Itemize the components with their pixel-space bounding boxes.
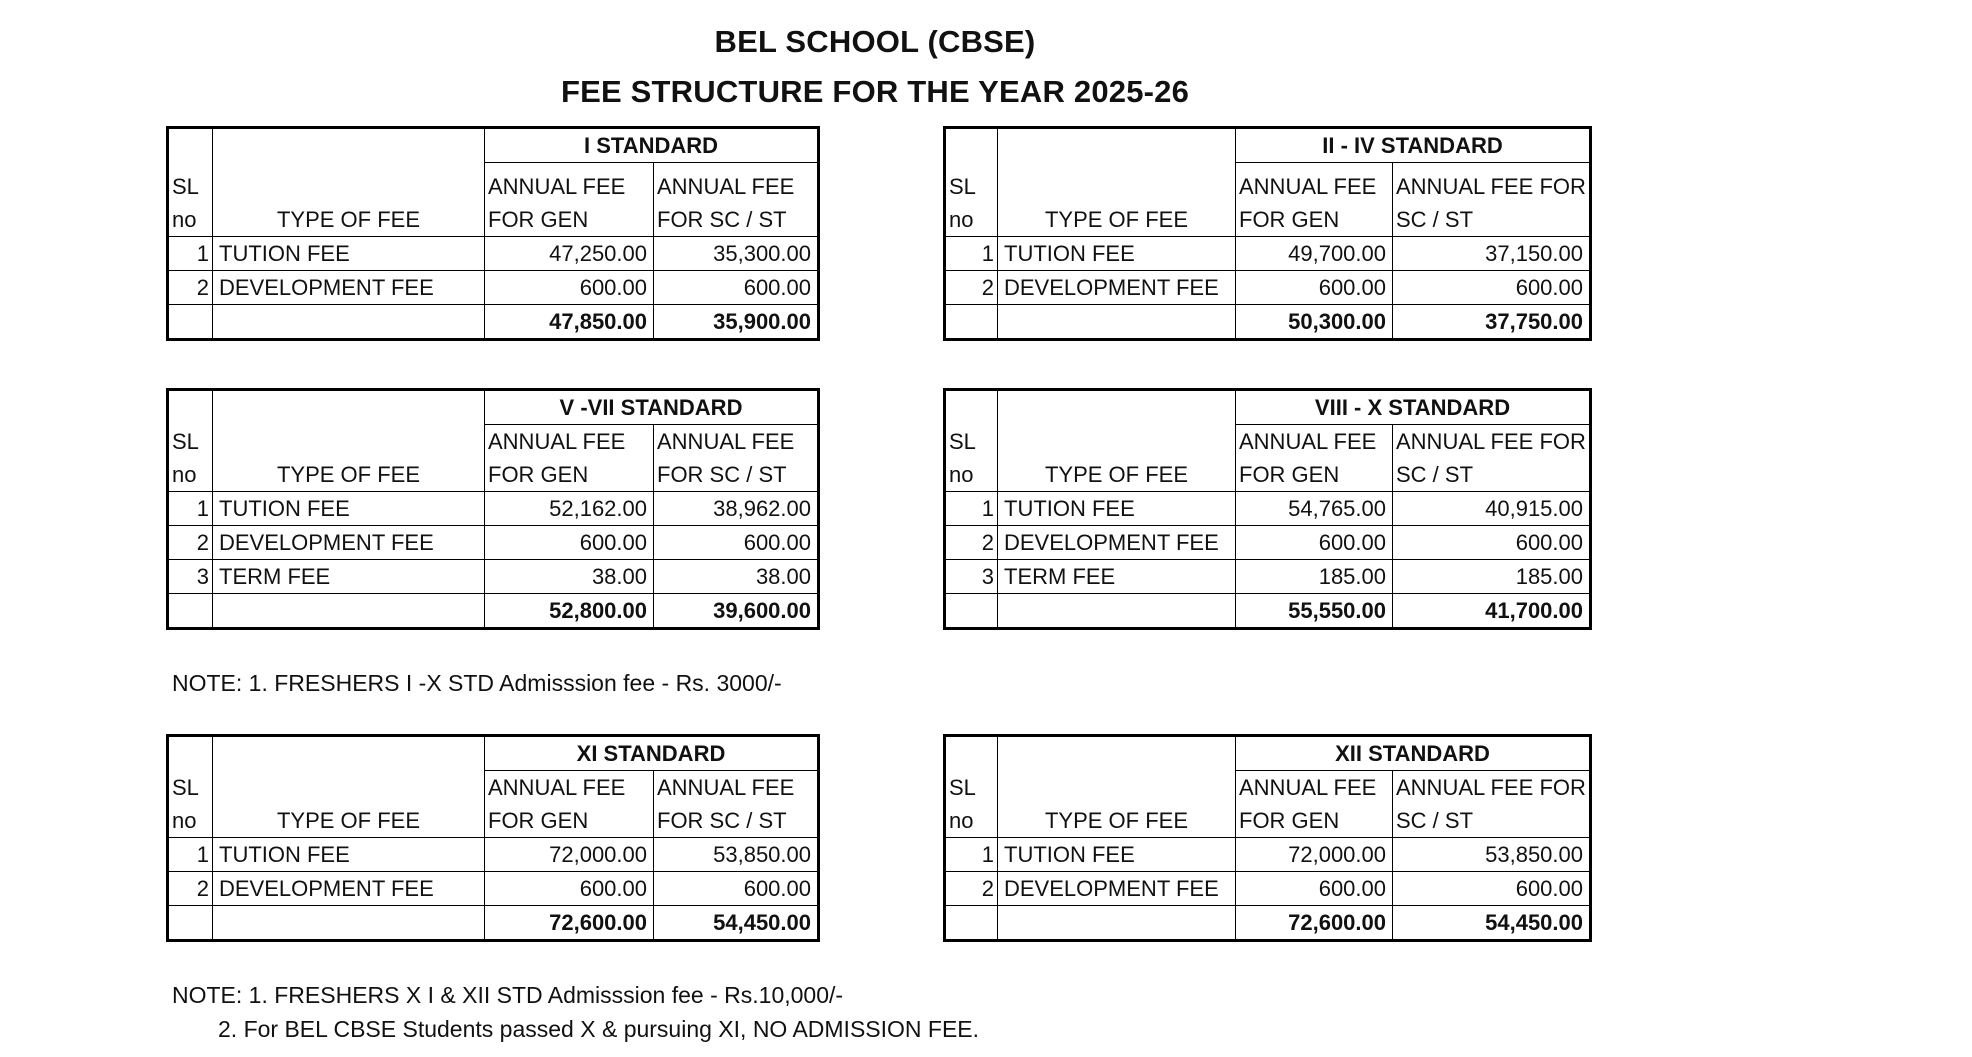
type-of-fee-header: TYPE OF FEE xyxy=(213,736,485,838)
sl-header-cell xyxy=(945,128,998,237)
type-of-fee-header: TYPE OF FEE xyxy=(998,736,1236,838)
annual-fee-gen-header-line2: FOR GEN xyxy=(1236,804,1393,838)
total-sc-st-value: 41,700.00 xyxy=(1393,594,1591,629)
type-of-fee-header: TYPE OF FEE xyxy=(213,390,485,492)
table-row xyxy=(168,838,819,872)
annual-fee-gen-header-line1: ANNUAL FEE xyxy=(1236,771,1393,805)
table-row xyxy=(945,838,1591,872)
fee-sc-st-value: 53,850.00 xyxy=(654,838,819,872)
sl-number: 3 xyxy=(168,560,213,594)
fee-type: DEVELOPMENT FEE xyxy=(998,271,1236,305)
table-row xyxy=(945,872,1591,906)
annual-fee-gen-header-line2: FOR GEN xyxy=(485,458,654,492)
annual-fee-sc-st-header-line2: FOR SC / ST xyxy=(654,804,819,838)
standard-title-row xyxy=(168,128,819,163)
fee-gen-value: 600.00 xyxy=(1236,271,1393,305)
annual-fee-sc-st-header-line1: ANNUAL FEE FOR xyxy=(1393,163,1591,204)
table-row xyxy=(945,271,1591,305)
table-row xyxy=(945,492,1591,526)
sl-label: SL xyxy=(949,174,976,199)
fee-gen-value: 47,250.00 xyxy=(485,237,654,271)
annual-fee-sc-st-header-line2: FOR SC / ST xyxy=(654,203,819,237)
annual-fee-sc-st-header-line1: ANNUAL FEE xyxy=(654,425,819,459)
total-gen-value: 72,600.00 xyxy=(1236,906,1393,941)
fee-type: TUTION FEE xyxy=(998,838,1236,872)
standard-title: I STANDARD xyxy=(485,128,819,163)
total-gen-value: 72,600.00 xyxy=(485,906,654,941)
annual-fee-gen-header-line1: ANNUAL FEE xyxy=(485,425,654,459)
fee-sc-st-value: 35,300.00 xyxy=(654,237,819,271)
no-label: no xyxy=(949,207,974,232)
sl-label: SL xyxy=(172,429,199,454)
total-sl-blank xyxy=(168,305,213,340)
sl-number: 1 xyxy=(168,237,213,271)
annual-fee-sc-st-header-line2: SC / ST xyxy=(1393,203,1591,237)
fee-sc-st-value: 600.00 xyxy=(1393,526,1591,560)
standard-title: XII STANDARD xyxy=(1236,736,1591,771)
sl-number: 1 xyxy=(945,492,998,526)
total-sl-blank xyxy=(945,594,998,629)
fee-gen-value: 49,700.00 xyxy=(1236,237,1393,271)
table-row xyxy=(168,492,819,526)
standard-title: VIII - X STANDARD xyxy=(1236,390,1591,425)
standard-title-row xyxy=(168,390,819,425)
no-label: no xyxy=(172,808,197,833)
total-sc-st-value: 37,750.00 xyxy=(1393,305,1591,340)
fee-sc-st-value: 38.00 xyxy=(654,560,819,594)
no-label: no xyxy=(949,808,974,833)
fee-type: TERM FEE xyxy=(213,560,485,594)
fee-gen-value: 600.00 xyxy=(485,526,654,560)
sl-number: 2 xyxy=(945,271,998,305)
sl-number: 1 xyxy=(168,492,213,526)
total-type-blank xyxy=(213,305,485,340)
fee-gen-value: 600.00 xyxy=(485,271,654,305)
sl-number: 2 xyxy=(168,872,213,906)
annual-fee-sc-st-header-line1: ANNUAL FEE FOR xyxy=(1393,425,1591,459)
fee-gen-value: 38.00 xyxy=(485,560,654,594)
total-sc-st-value: 39,600.00 xyxy=(654,594,819,629)
annual-fee-gen-header-line1: ANNUAL FEE xyxy=(1236,425,1393,459)
annual-fee-sc-st-header-line2: SC / ST xyxy=(1393,804,1591,838)
no-label: no xyxy=(172,207,197,232)
annual-fee-gen-header-line1: ANNUAL FEE xyxy=(485,771,654,805)
sl-label: SL xyxy=(172,174,199,199)
fee-sc-st-value: 600.00 xyxy=(654,872,819,906)
fee-sc-st-value: 38,962.00 xyxy=(654,492,819,526)
fee-sc-st-value: 37,150.00 xyxy=(1393,237,1591,271)
fee-type: DEVELOPMENT FEE xyxy=(213,526,485,560)
fee-gen-value: 72,000.00 xyxy=(1236,838,1393,872)
table-row xyxy=(945,237,1591,271)
fee-type: TUTION FEE xyxy=(213,838,485,872)
sl-number: 2 xyxy=(168,271,213,305)
annual-fee-gen-header-line2: FOR GEN xyxy=(485,203,654,237)
standard-title-row xyxy=(945,390,1591,425)
fee-sc-st-value: 600.00 xyxy=(654,526,819,560)
table-row xyxy=(168,237,819,271)
fee-type: TUTION FEE xyxy=(213,492,485,526)
fee-sc-st-value: 600.00 xyxy=(1393,271,1591,305)
type-of-fee-header: TYPE OF FEE xyxy=(213,128,485,237)
total-gen-value: 47,850.00 xyxy=(485,305,654,340)
no-label: no xyxy=(949,462,974,487)
fee-type: TUTION FEE xyxy=(213,237,485,271)
table-row xyxy=(168,526,819,560)
sl-label: SL xyxy=(949,775,976,800)
fee-gen-value: 185.00 xyxy=(1236,560,1393,594)
fee-gen-value: 600.00 xyxy=(1236,526,1393,560)
fee-type: TUTION FEE xyxy=(998,237,1236,271)
sl-header-cell xyxy=(945,736,998,838)
note-admission-xi-xii: NOTE: 1. FRESHERS X I & XII STD Admisssion fee - Rs.10,000/- xyxy=(172,982,844,1008)
standard-title: V -VII STANDARD xyxy=(485,390,819,425)
standard-title: II - IV STANDARD xyxy=(1236,128,1591,163)
annual-fee-gen-header-line2: FOR GEN xyxy=(1236,203,1393,237)
total-sl-blank xyxy=(168,594,213,629)
table-row xyxy=(945,560,1591,594)
fee-gen-value: 72,000.00 xyxy=(485,838,654,872)
fee-sc-st-value: 600.00 xyxy=(1393,872,1591,906)
table-row xyxy=(168,872,819,906)
fee-type: DEVELOPMENT FEE xyxy=(213,271,485,305)
fee-gen-value: 600.00 xyxy=(485,872,654,906)
fee-table-std5-7 xyxy=(166,388,820,630)
fee-table-std11 xyxy=(166,734,820,942)
fee-type: TERM FEE xyxy=(998,560,1236,594)
fee-gen-value: 600.00 xyxy=(1236,872,1393,906)
sl-number: 1 xyxy=(168,838,213,872)
sl-number: 2 xyxy=(168,526,213,560)
sl-label: SL xyxy=(949,429,976,454)
total-row xyxy=(945,594,1591,629)
fee-type: DEVELOPMENT FEE xyxy=(213,872,485,906)
sl-number: 1 xyxy=(945,237,998,271)
total-row xyxy=(168,594,819,629)
table-row xyxy=(945,526,1591,560)
fee-gen-value: 52,162.00 xyxy=(485,492,654,526)
total-sl-blank xyxy=(945,906,998,941)
total-row xyxy=(945,906,1591,941)
fee-structure-subtitle: FEE STRUCTURE FOR THE YEAR 2025-26 xyxy=(560,74,1190,109)
fee-sc-st-value: 185.00 xyxy=(1393,560,1591,594)
total-gen-value: 55,550.00 xyxy=(1236,594,1393,629)
total-sc-st-value: 35,900.00 xyxy=(654,305,819,340)
table-row xyxy=(168,271,819,305)
sl-number: 2 xyxy=(945,872,998,906)
annual-fee-sc-st-header-line2: FOR SC / ST xyxy=(654,458,819,492)
sl-label: SL xyxy=(172,775,199,800)
standard-title-row xyxy=(168,736,819,771)
total-gen-value: 52,800.00 xyxy=(485,594,654,629)
fee-sc-st-value: 600.00 xyxy=(654,271,819,305)
table-row xyxy=(168,560,819,594)
total-row xyxy=(168,906,819,941)
sl-number: 1 xyxy=(945,838,998,872)
school-title: BEL SCHOOL (CBSE) xyxy=(714,24,1036,59)
sl-header-cell xyxy=(168,390,213,492)
annual-fee-sc-st-header-line1: ANNUAL FEE xyxy=(654,771,819,805)
fee-gen-value: 54,765.00 xyxy=(1236,492,1393,526)
annual-fee-sc-st-header-line1: ANNUAL FEE FOR xyxy=(1393,771,1591,805)
note-no-admission-fee: 2. For BEL CBSE Students passed X & pursuing XI, NO ADMISSION FEE. xyxy=(218,1016,980,1042)
total-type-blank xyxy=(998,906,1236,941)
total-type-blank xyxy=(213,906,485,941)
total-sl-blank xyxy=(168,906,213,941)
note-admission-i-x: NOTE: 1. FRESHERS I -X STD Admisssion fee - Rs. 3000/- xyxy=(172,670,782,696)
total-row xyxy=(168,305,819,340)
fee-type: DEVELOPMENT FEE xyxy=(998,872,1236,906)
sl-number: 2 xyxy=(945,526,998,560)
total-row xyxy=(945,305,1591,340)
fee-table-std1 xyxy=(166,126,820,341)
total-type-blank xyxy=(998,594,1236,629)
fee-sc-st-value: 40,915.00 xyxy=(1393,492,1591,526)
total-type-blank xyxy=(213,594,485,629)
fee-type: DEVELOPMENT FEE xyxy=(998,526,1236,560)
fee-table-std8-10 xyxy=(943,388,1592,630)
total-sl-blank xyxy=(945,305,998,340)
annual-fee-gen-header-line2: FOR GEN xyxy=(485,804,654,838)
total-sc-st-value: 54,450.00 xyxy=(1393,906,1591,941)
standard-title-row xyxy=(945,128,1591,163)
total-sc-st-value: 54,450.00 xyxy=(654,906,819,941)
fee-table-std12 xyxy=(943,734,1592,942)
total-type-blank xyxy=(998,305,1236,340)
sl-number: 3 xyxy=(945,560,998,594)
annual-fee-sc-st-header-line1: ANNUAL FEE xyxy=(654,163,819,204)
fee-type: TUTION FEE xyxy=(998,492,1236,526)
sl-header-cell xyxy=(945,390,998,492)
sl-header-cell xyxy=(168,128,213,237)
fee-sc-st-value: 53,850.00 xyxy=(1393,838,1591,872)
type-of-fee-header: TYPE OF FEE xyxy=(998,390,1236,492)
no-label: no xyxy=(172,462,197,487)
fee-table-std2-4 xyxy=(943,126,1592,341)
sl-header-cell xyxy=(168,736,213,838)
type-of-fee-header: TYPE OF FEE xyxy=(998,128,1236,237)
annual-fee-gen-header-line1: ANNUAL FEE xyxy=(485,163,654,204)
annual-fee-gen-header-line1: ANNUAL FEE xyxy=(1236,163,1393,204)
standard-title-row xyxy=(945,736,1591,771)
total-gen-value: 50,300.00 xyxy=(1236,305,1393,340)
annual-fee-gen-header-line2: FOR GEN xyxy=(1236,458,1393,492)
standard-title: XI STANDARD xyxy=(485,736,819,771)
annual-fee-sc-st-header-line2: SC / ST xyxy=(1393,458,1591,492)
